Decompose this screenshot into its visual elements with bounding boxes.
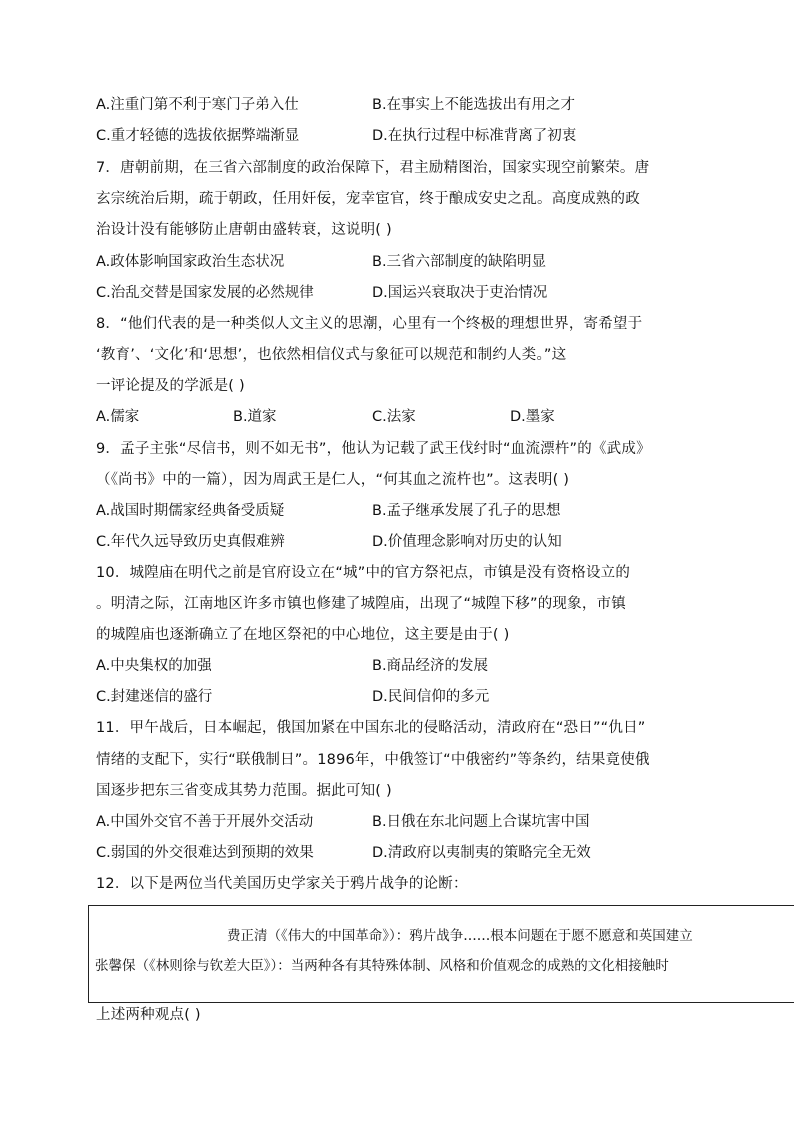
q9-option-a: A.战国时期儒家经典备受质疑 [96,503,285,519]
q10-option-b: B.商品经济的发展 [372,658,489,674]
q10-stem-line-2: 。明清之际，江南地区许多市镇也修建了城隍庙，出现了“城隍下移”的现象，市镇 [96,596,626,612]
q12-after-text: 上述两种观点( ) [96,1007,201,1023]
q11-option-c: C.弱国的外交很难达到预期的效果 [96,845,314,861]
q6-option-a: A.注重门第不利于寒门子弟入仕 [96,97,299,113]
q7-stem-line-3: 治设计没有能够防止唐朝由盛转衰，这说明( ) [96,222,392,238]
q12-quote-chang: 张馨保（《林则徐与钦差大臣》）：当两种各有其特殊体制、风格和价值观念的成熟的文化相接触时 [95,958,669,974]
q10-option-c: C.封建迷信的盛行 [96,689,213,705]
q8-stem-line-2: ‘教育’、‘文化’和‘思想’，也依然相信仪式与象征可以规范和制约人类。”这 [96,347,567,363]
q11-option-d: D.清政府以夷制夷的策略完全无效 [372,845,591,861]
q10-stem-line-3: 的城隍庙也逐渐确立了在地区祭祀的中心地位，这主要是由于( ) [96,627,510,643]
q6-option-d: D.在执行过程中标准背离了初衷 [372,128,577,144]
q11-option-a: A.中国外交官不善于开展外交活动 [96,814,314,830]
q10-option-a: A.中央集权的加强 [96,658,212,674]
q9-option-b: B.孟子继承发展了孔子的思想 [372,503,561,519]
q7-option-b: B.三省六部制度的缺陷明显 [372,254,547,270]
q6-option-c: C.重才轻德的选拔依据弊端渐显 [96,128,300,144]
q11-stem-line-1: 11．甲午战后，日本崛起，俄国加紧在中国东北的侵略活动，清政府在“恐日”“仇日” [96,720,646,736]
q8-option-d: D.墨家 [510,409,555,425]
q10-option-d: D.民间信仰的多元 [372,689,490,705]
q11-option-b: B.日俄在东北问题上合谋坑害中国 [372,814,590,830]
q7-option-d: D.国运兴衰取决于吏治情况 [372,285,548,301]
q7-option-a: A.政体影响国家政治生态状况 [96,254,285,270]
q7-stem-line-1: 7．唐朝前期，在三省六部制度的政治保障下，君主励精图治，国家实现空前繁荣。唐 [96,160,650,176]
q12-stem: 12．以下是两位当代美国历史学家关于鸦片战争的论断： [96,876,468,892]
q9-option-d: D.价值理念影响对历史的认知 [372,534,562,550]
q6-option-b: B.在事实上不能选拔出有用之才 [372,97,576,113]
q8-stem-line-1: 8．“他们代表的是一种类似人文主义的思潮，心里有一个终极的理想世界，寄希望于 [96,316,643,332]
q8-stem-line-3: 一评论提及的学派是( ) [96,378,245,394]
q8-option-c: C.法家 [372,409,416,425]
q11-stem-line-3: 国逐步把东三省变成其势力范围。据此可知( ) [96,783,392,799]
q11-stem-line-2: 情绪的支配下，实行“联俄制日”。1896年，中俄签订“中俄密约”等条约，结果竟使俄 [96,752,650,768]
q10-stem-line-1: 10．城隍庙在明代之前是官府设立在“城”中的官方祭祀点，市镇是没有资格设立的 [96,565,631,581]
q7-stem-line-2: 玄宗统治后期，疏于朝政，任用奸佞，宠幸宦官，终于酿成安史之乱。高度成熟的政 [96,191,640,207]
q9-option-c: C.年代久远导致历史真假难辨 [96,534,285,550]
q9-stem-line-1: 9．孟子主张“尽信书，则不如无书”，他认为记载了武王伐纣时“血流漂杵”的《武成》 [96,441,651,457]
q8-option-b: B.道家 [233,409,277,425]
q7-option-c: C.治乱交替是国家发展的必然规律 [96,285,314,301]
q8-option-a: A.儒家 [96,409,140,425]
q12-quote-fairbank: 费正清（《伟大的中国革命》）：鸦片战争……根本问题在于愿不愿意和英国建立 [227,928,693,944]
q12-quote-box [88,905,794,1003]
q9-stem-line-2: （《尚书》中的一篇），因为周武王是仁人，“何其血之流杵也”。这表明( ) [96,472,570,488]
